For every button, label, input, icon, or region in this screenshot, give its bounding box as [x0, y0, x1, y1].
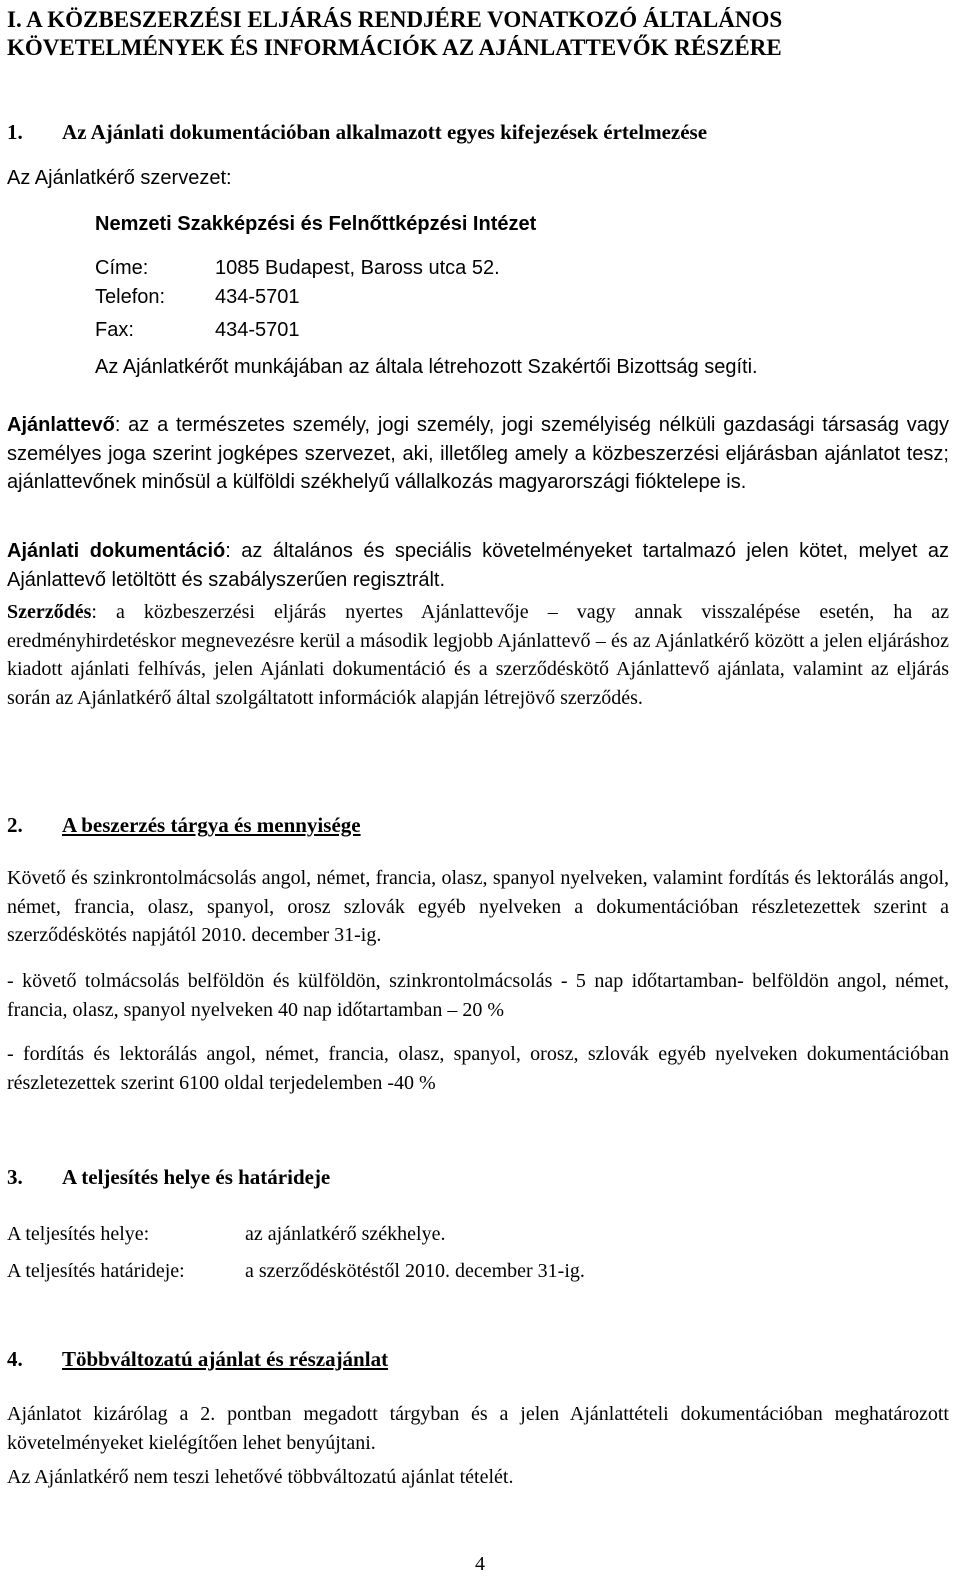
fax-label: Fax:: [95, 319, 134, 341]
performance-place-value: az ajánlatkérő székhelye.: [245, 1223, 446, 1245]
section-4-heading: [7, 1346, 388, 1372]
subject-translation-share: - fordítás és lektorálás angol, német, francia, olasz, spanyol, orosz, szlovák egyéb nyelveken dokumentációban részletezettek szerint 6100 oldal terjedelemben -40 %: [7, 1043, 949, 1094]
definition-contract: [7, 598, 949, 712]
performance-place-label: A teljesítés helye:: [7, 1223, 150, 1245]
phone-row: [95, 284, 300, 310]
performance-deadline-label: A teljesítés határideje:: [7, 1260, 185, 1282]
address-label: Címe:: [95, 257, 149, 279]
address-value: 1085 Budapest, Baross utca 52.: [215, 257, 500, 279]
definition-documentation-term: Ajánlati dokumentáció: [7, 540, 226, 562]
fax-value: 434-5701: [215, 319, 300, 341]
committee-note: Az Ajánlatkérőt munkájában az általa létrehozott Szakértői Bizottság segíti.: [95, 356, 758, 378]
definition-documentation-text: : az általános és speciális követelményeket tartalmazó jelen kötet, melyet az Ajánlattevő letöltött és szabályszerűen regisztrált.: [7, 540, 949, 591]
phone-value: 434-5701: [215, 286, 300, 308]
performance-deadline-row: [7, 1258, 585, 1284]
section-3-heading: [7, 1164, 330, 1190]
contracting-authority-label: Az Ajánlatkérő szervezet:: [7, 167, 232, 189]
address-row: [95, 255, 500, 281]
section-1-title: Az Ajánlati dokumentációban alkalmazott egyes kifejezések értelmezése: [62, 120, 708, 144]
page-number: 4: [475, 1553, 485, 1575]
subject-interpreting-share: - követő tolmácsolás belföldön és külföldön, szinkrontolmácsolás - 5 nap időtartamban- belföldön angol, német, francia, olasz, spanyol nyelveken 40 nap időtartamban – 20 %: [7, 970, 949, 1021]
fax-row: [95, 317, 300, 343]
section-4-title: Többváltozatú ajánlat és részajánlat: [62, 1347, 389, 1371]
definition-documentation: [7, 537, 949, 594]
variant-offer-note: Az Ajánlatkérő nem teszi lehetővé többváltozatú ajánlat tételét.: [7, 1466, 514, 1488]
section-3-title: A teljesítés helye és határideje: [62, 1165, 331, 1189]
section-4-number: 4.: [7, 1347, 23, 1371]
performance-deadline-value: a szerződéskötéstől 2010. december 31-ig.: [245, 1260, 585, 1282]
variant-offer-rule: Ajánlatot kizárólag a 2. pontban megadott tárgyban és a jelen Ajánlattételi dokumentációban meghatározott követelményeket kielégítően lehet benyújtani.: [7, 1403, 949, 1454]
definition-bidder-term: Ajánlattevő: [7, 414, 115, 436]
section-2-heading: [7, 812, 361, 838]
definition-bidder-text: : az a természetes személy, jogi személy, jogi személyiség nélküli gazdasági társaság vagy személyes joga szerint jogképes szervezet, aki, illetőleg amely a közbeszerzési eljárásban ajánlatot tesz; ajánlattevőnek minősül a külföldi székhelyű vállalkozás magyarországi fióktelepe is.: [7, 414, 949, 493]
phone-label: Telefon:: [95, 286, 166, 308]
contracting-authority-name: Nemzeti Szakképzési és Felnőttképzési Intézet: [95, 213, 537, 235]
document-title: I. A KÖZBESZERZÉSI ELJÁRÁS RENDJÉRE VONATKOZÓ ÁLTALÁNOS KÖVETELMÉNYEK ÉS INFORMÁCIÓK AZ AJÁNLATTEVŐK RÉSZÉRE: [7, 7, 783, 60]
section-2-title: A beszerzés tárgya és mennyisége: [62, 813, 361, 837]
performance-place-row: [7, 1221, 445, 1247]
definition-bidder: [7, 411, 949, 497]
section-2-number: 2.: [7, 813, 23, 837]
subject-description: Követő és szinkrontolmácsolás angol, német, francia, olasz, spanyol nyelveken, valamint fordítás és lektorálás angol, német, francia, olasz, spanyol, orosz szlovák egyéb nyelveken a dokumentációban részletezettek szerint a szerződéskötés napjától 2010. december 31-ig.: [7, 867, 949, 946]
definition-contract-text: : a közbeszerzési eljárás nyertes Ajánlattevője – vagy annak visszalépése esetén, ha az eredményhirdetéskor megnevezésre kerül a második legjobb Ajánlattevő – és az Ajánlatkérő között a jelen eljáráshoz kiadott ajánlati felhívás, jelen Ajánlati dokumentáció és a szerződéskötő Ajánlattevő ajánlata, valamint az eljárás során az Ajánlatkérő által szolgáltatott információk alapján létrejövő szerződés.: [7, 601, 949, 709]
section-1-number: 1.: [7, 120, 23, 144]
section-3-number: 3.: [7, 1165, 23, 1189]
section-1-heading: [7, 119, 707, 145]
definition-contract-term: Szerződés: [7, 601, 92, 623]
